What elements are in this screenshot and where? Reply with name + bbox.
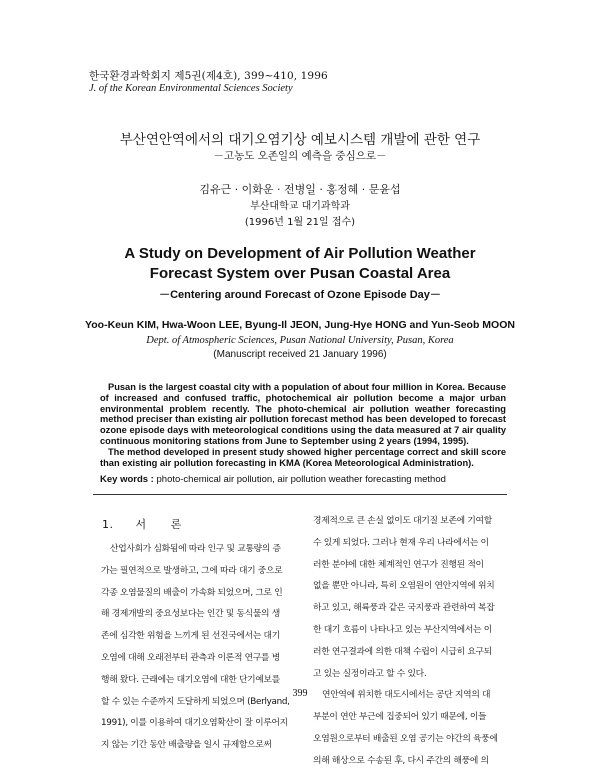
body-line: 고 있는 실정이라고 할 수 있다. (313, 668, 427, 679)
english-title-line2: Forecast System over Pusan Coastal Area (149, 265, 451, 282)
korean-authors: 김유근 · 이화운 · 전병일 · 홍정혜 · 문윤섭 (199, 183, 401, 196)
english-received-date: (Manuscript received 21 January 1996) (213, 349, 387, 360)
body-line: 지 않는 기간 동안 배출량을 일시 규제함으로써 (101, 740, 272, 751)
body-line: 할 수 있는 수준까지 도달하게 되었으며 (Berlyand, (101, 696, 290, 707)
body-line: 부분이 연안 부근에 집중되어 있기 때문에, 이들 (313, 712, 487, 723)
page-number: 399 (292, 688, 308, 699)
korean-title: 부산연안역에서의 대기오염기상 예보시스템 개발에 관한 연구 (119, 132, 481, 148)
body-line: 해 경제개발의 중요성보다는 인간 및 동식물의 생 (101, 609, 280, 620)
body-column-left (101, 539, 305, 757)
body-line: 의해 해상으로 수송된 후, 다시 주간의 해풍에 의 (313, 755, 489, 766)
body-line: 존에 심각한 위험을 느끼게 된 선진국에서는 대기 (101, 631, 280, 642)
journal-name: J. of the Korean Environmental Sciences Society (89, 83, 293, 94)
body-line: 한 대기 흐름이 나타나고 있는 부산지역에서는 이 (313, 624, 492, 635)
abstract (100, 382, 506, 468)
body-line: 러한 연구결과에 의한 대책 수립이 시급히 요구되 (313, 646, 492, 657)
section-heading (102, 516, 182, 532)
body-line: 오염에 대해 오래전부터 관측과 이론적 연구를 병 (101, 652, 280, 663)
korean-subtitle: －고농도 오존일의 예측을 중심으로－ (213, 150, 387, 162)
body-line: 행해 왔다. 근래에는 대기오염에 대한 단기예보를 (101, 674, 280, 685)
body-line: 각종 오염물질의 배출이 가속화 되었으며, 그로 인 (101, 587, 283, 598)
abstract-paragraph-1: Pusan is the largest coastal city with a population of about four million in Korea. Because of increased and confused traffic, photochemical air pollution become a major urban environmental problem recently. The photo-chemical air pollution weather forecasting method preciser than existing air pollution forecast method has been developed to forecast ozone episode days with meteorological conditions using the data measured at 7 air quality continuous monitoring stations from June to September using 2 years (1994, 1995). (100, 382, 506, 446)
journal-citation: 한국환경과학회지 제5권(제4호), 399~410, 1996 (89, 70, 328, 82)
body-line: 1991), 이를 이용하여 대기오염확산이 잘 이루어지 (101, 718, 288, 729)
section-title: 서 론 (135, 518, 182, 531)
english-title-line1: A Study on Development of Air Pollution Weather (124, 245, 476, 262)
body-line: 연안역에 위치한 대도시에서는 공단 지역의 대 (322, 690, 491, 701)
body-line: 오염원으로부터 배출된 오염 공기는 야간의 육풍에 (313, 733, 498, 744)
body-line: 수 있게 되었다. 그러나 현재 우리 나라에서는 이 (313, 537, 489, 548)
keywords-label: Key words : (100, 474, 154, 485)
section-number: 1. (102, 518, 114, 531)
body-line: 가는 필연적으로 발생하고, 그에 따라 대기 중으로 (101, 565, 283, 576)
english-subtitle: －Centering around Forecast of Ozone Episode Day－ (159, 289, 441, 301)
keywords-text: photo-chemical air pollution, air pollution weather forecasting method (156, 474, 446, 485)
korean-affiliation: 부산대학교 대기과학과 (250, 201, 350, 212)
english-authors: Yoo-Keun KIM, Hwa-Woon LEE, Byung-Il JEON, Jung-Hye HONG and Yun-Seob MOON (85, 319, 515, 331)
body-line: 경제적으로 큰 손실 없이도 대기질 보존에 기여할 (313, 516, 492, 526)
english-affiliation: Dept. of Atmospheric Sciences, Pusan National University, Pusan, Korea (146, 335, 454, 346)
divider (93, 494, 507, 495)
keywords (100, 474, 446, 485)
body-line: 산업사회가 심화됨에 따라 인구 및 교통량의 증 (110, 544, 281, 554)
korean-received-date: (1996년 1월 21일 접수) (244, 217, 356, 228)
body-line: 없을 뿐만 아니라, 특히 오염원이 연안지역에 위치 (313, 581, 495, 592)
body-column-right (313, 511, 509, 773)
body-line: 하고 있고, 해륙풍과 같은 국지풍과 관련하여 복잡 (313, 603, 495, 614)
abstract-paragraph-2: The method developed in present study showed higher percentage correct and skill score than existing air pollution forecasting in KMA (Korea Meteorological Administration). (100, 446, 506, 468)
body-line: 러한 분야에 대한 체계적인 연구가 진행된 적이 (313, 559, 484, 570)
